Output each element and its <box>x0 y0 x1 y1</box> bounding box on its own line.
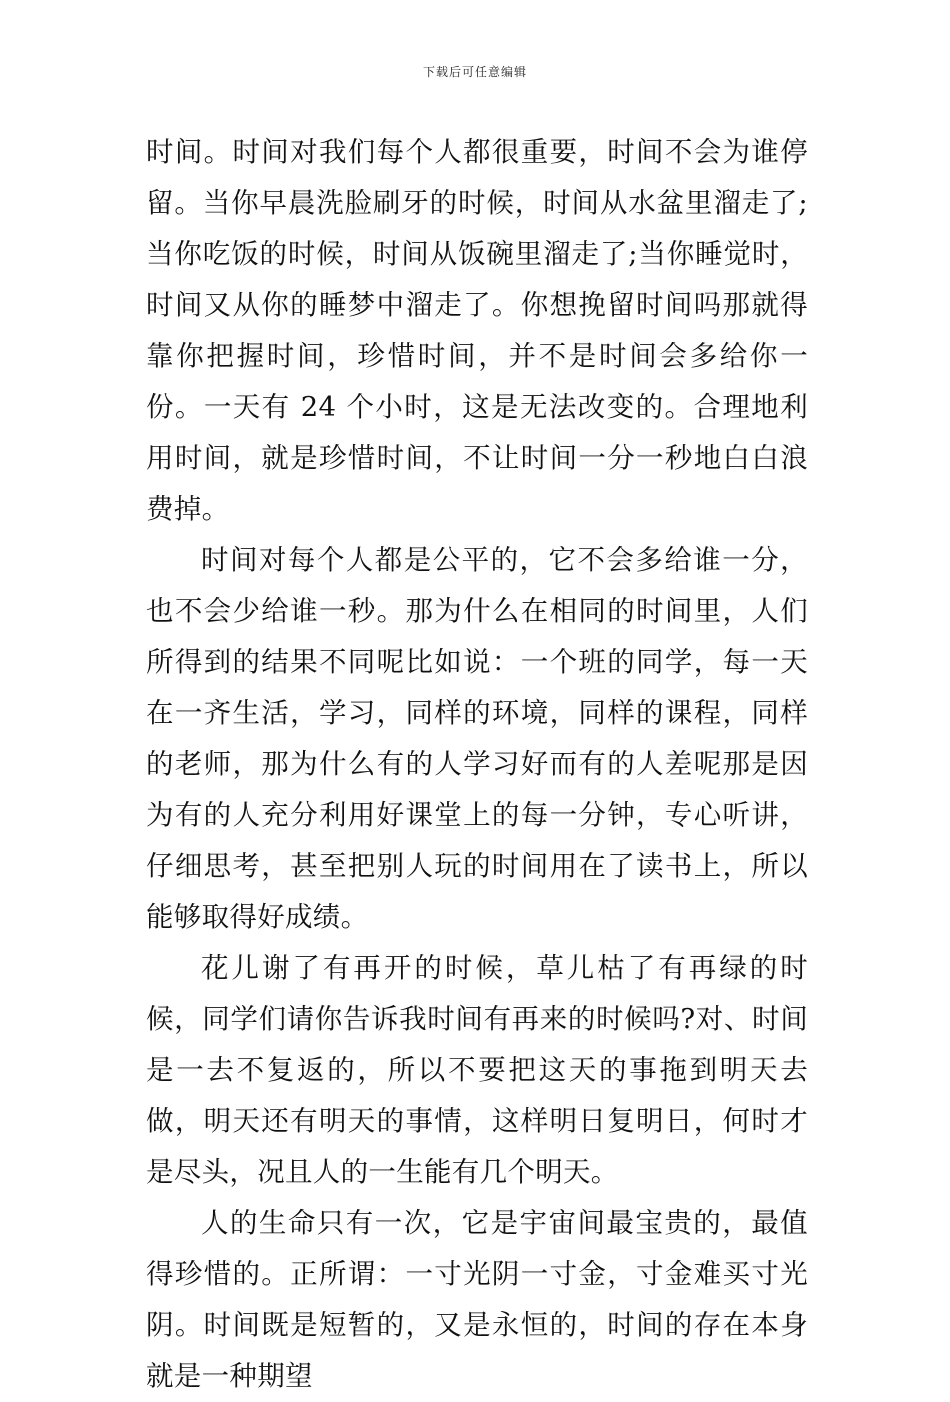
document-body <box>146 127 808 1402</box>
page-header-note: 下载后可任意编辑 <box>422 65 527 79</box>
paragraph: 花儿谢了有再开的时候，草儿枯了有再绿的时候，同学们请你告诉我时间有再来的时候吗?对、时间是一去不复返的，所以不要把这天的事拖到明天去做，明天还有明天的事情，这样明日复明日，何时才是尽头，况且人的一生能有几个明天。 <box>146 952 808 1188</box>
paragraph-continuation: 时间。时间对我们每个人都很重要，时间不会为谁停留。当你早晨洗脸刷牙的时候，时间从水盆里溜走了;当你吃饭的时候，时间从饭碗里溜走了;当你睡觉时，时间又从你的睡梦中溜走了。你想挽留时间吗那就得靠你把握时间，珍惜时间，并不是时间会多给你一份。一天有 24 个小时，这是无法改变的。合理地利用时间，就是珍惜时间，不让时间一分一秒地白白浪费掉。 <box>146 136 808 525</box>
paragraph: 人的生命只有一次，它是宇宙间最宝贵的，最值得珍惜的。正所谓：一寸光阴一寸金，寸金难买寸光阴。时间既是短暂的，又是永恒的，时间的存在本身就是一种期望 <box>146 1207 808 1392</box>
paragraph: 时间对每个人都是公平的，它不会多给谁一分，也不会少给谁一秒。那为什么在相同的时间里，人们所得到的结果不同呢比如说：一个班的同学，每一天在一齐生活，学习，同样的环境，同样的课程，同样的老师，那为什么有的人学习好而有的人差呢那是因为有的人充分利用好课堂上的每一分钟，专心听讲，仔细思考，甚至把别人玩的时间用在了读书上，所以能够取得好成绩。 <box>146 544 808 933</box>
